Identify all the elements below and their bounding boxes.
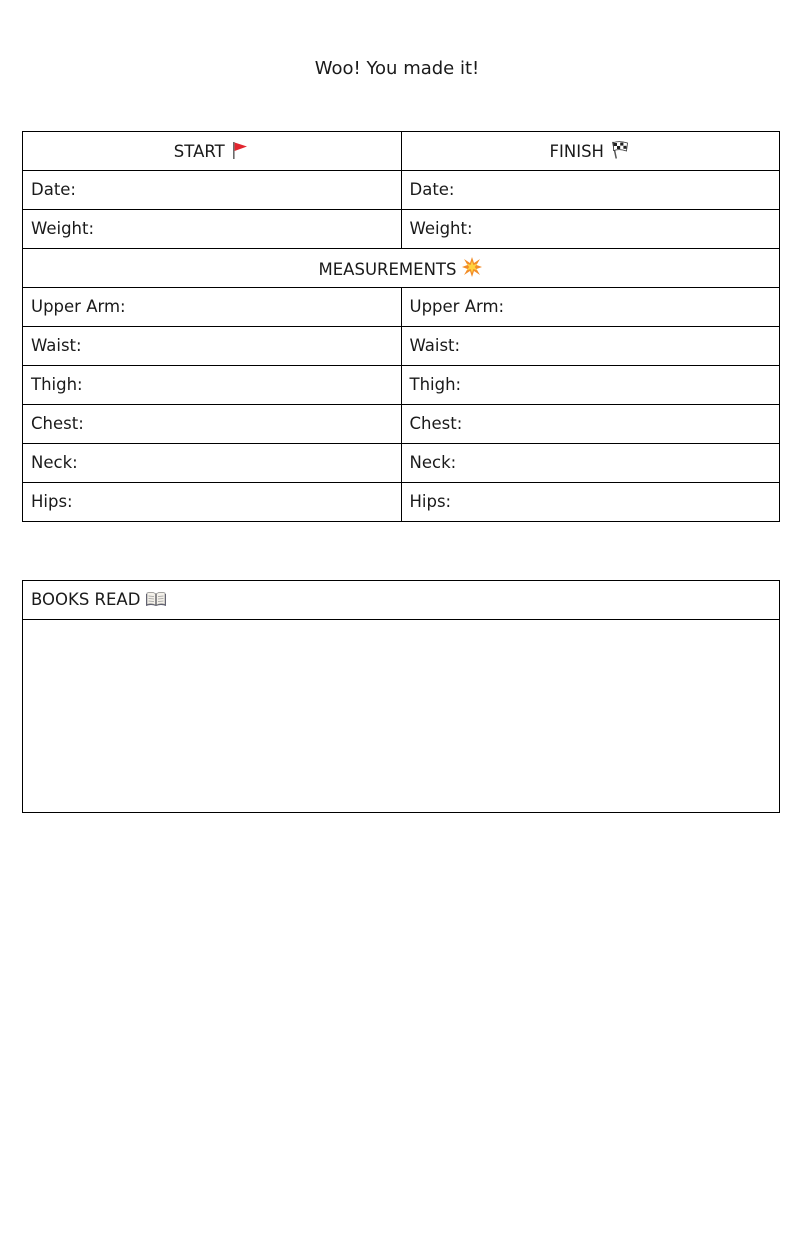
- finish-waist-cell: Waist:: [401, 327, 780, 366]
- start-date-cell: Date:: [23, 171, 402, 210]
- finish-date-cell: Date:: [401, 171, 780, 210]
- finish-hips-cell: Hips:: [401, 483, 780, 522]
- start-header-cell: [23, 132, 402, 171]
- table-row: [23, 171, 780, 210]
- table-row: [23, 483, 780, 522]
- finish-neck-cell: Neck:: [401, 444, 780, 483]
- table-header-row: [23, 132, 780, 171]
- checkered-flag-icon: [609, 140, 631, 160]
- start-chest-cell: Chest:: [23, 405, 402, 444]
- finish-header-cell: [401, 132, 780, 171]
- table-row: [23, 444, 780, 483]
- finish-thigh-cell: Thigh:: [401, 366, 780, 405]
- start-weight-cell: Weight:: [23, 210, 402, 249]
- books-header-cell: [23, 581, 780, 620]
- books-header-row: [23, 581, 780, 620]
- finish-weight-cell: Weight:: [401, 210, 780, 249]
- books-body-row: [23, 620, 780, 813]
- books-read-table: [22, 580, 780, 813]
- table-row: [23, 288, 780, 327]
- page-title: Woo! You made it!: [314, 58, 480, 79]
- table-row: [23, 210, 780, 249]
- open-book-icon: [145, 590, 167, 608]
- measurements-header-row: [23, 249, 780, 288]
- start-hips-cell: Hips:: [23, 483, 402, 522]
- start-upper-arm-cell: Upper Arm:: [23, 288, 402, 327]
- finish-upper-arm-cell: Upper Arm:: [401, 288, 780, 327]
- books-list-area[interactable]: [23, 620, 780, 813]
- red-flag-icon: [230, 140, 250, 160]
- progress-table: [22, 131, 780, 522]
- measurements-header-label: MEASUREMENTS: [318, 260, 457, 279]
- start-neck-cell: Neck:: [23, 444, 402, 483]
- measurements-header-cell: [23, 249, 780, 288]
- start-thigh-cell: Thigh:: [23, 366, 402, 405]
- table-row: [23, 366, 780, 405]
- table-row: [23, 405, 780, 444]
- books-header-label: BOOKS READ: [31, 590, 141, 609]
- finish-header-label: FINISH: [549, 142, 604, 161]
- start-header-label: START: [173, 142, 225, 161]
- finish-chest-cell: Chest:: [401, 405, 780, 444]
- collision-icon: [461, 256, 483, 278]
- start-waist-cell: Waist:: [23, 327, 402, 366]
- table-row: [23, 327, 780, 366]
